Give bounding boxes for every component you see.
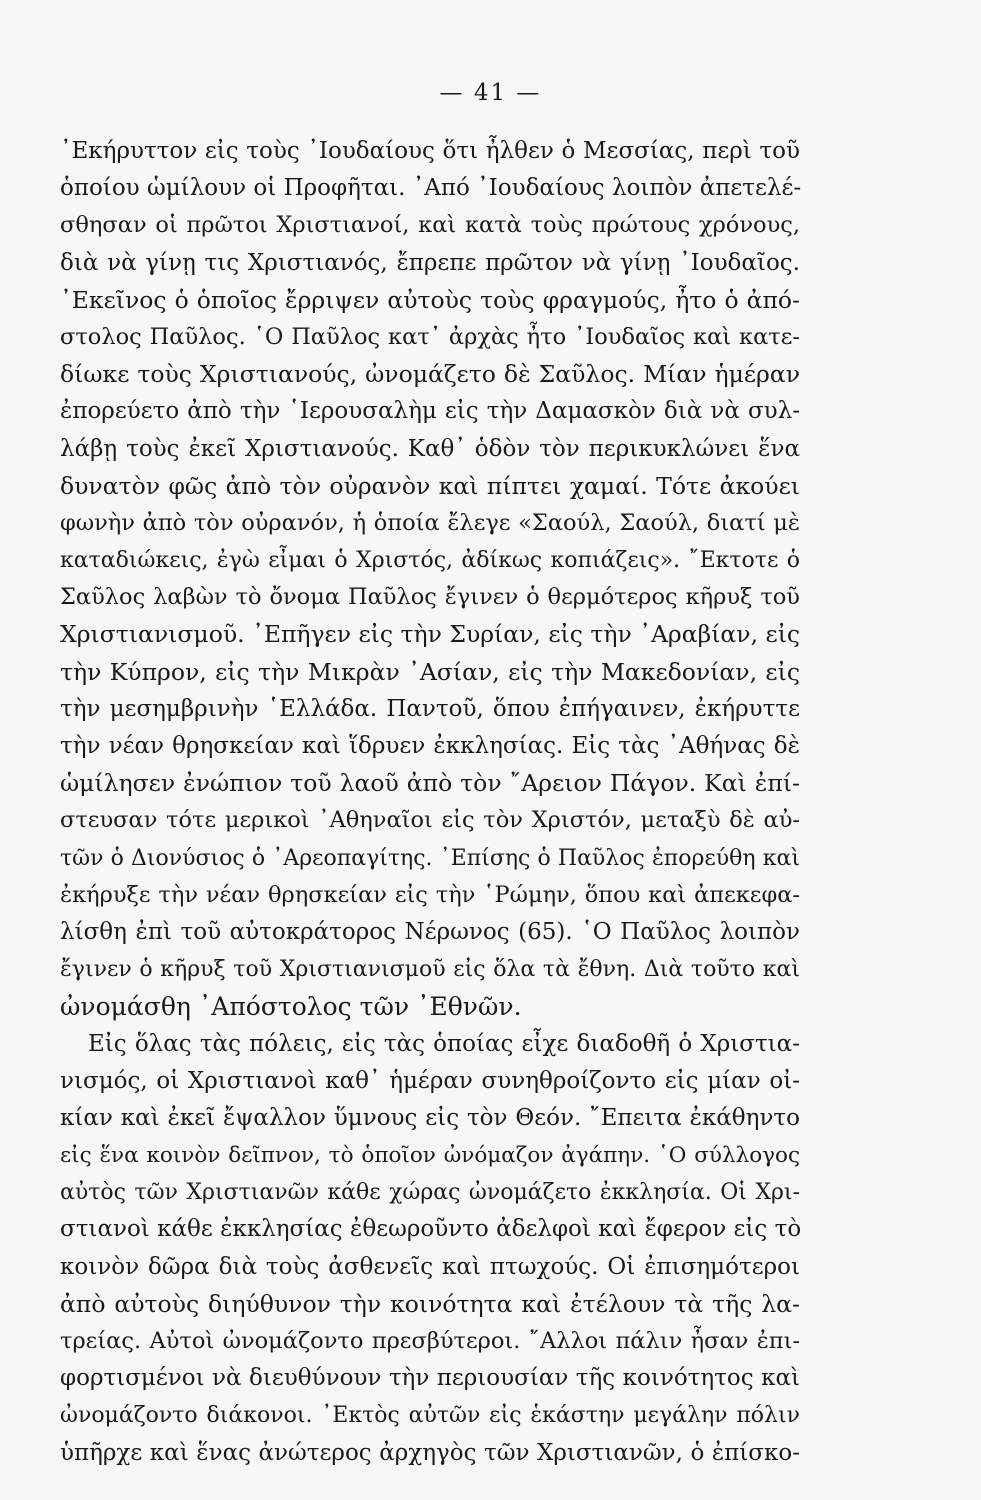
text-line: τὴν νέαν θρησκείαν καὶ ἵδρυεν ἐκκλησίας. Εἰς τὰς ᾿Αθήνας δὲ xyxy=(60,733,800,759)
text-line: ἐπορεύετο ἀπὸ τὴν ῾Ιερουσαλὴμ εἰς τὴν Δαμασκὸν διὰ νὰ συλ- xyxy=(60,398,800,425)
text-line: δυνατὸν φῶς ἀπὸ τὸν οὐρανὸν καὶ πίπτει χαμαί. Τότε ἀκούει xyxy=(60,471,800,500)
paragraph-start-line: Εἰς ὅλας τὰς πόλεις, εἰς τὰς ὁποίας εἶχε διαδοθῆ ὁ Χριστια- xyxy=(88,1030,800,1057)
text-line: ὠνομάζοντο διάκονοι. ᾿Εκτὸς αὐτῶν εἰς ἑκάστην μεγάλην πόλιν xyxy=(60,1403,800,1429)
text-line: τὴν μεσημβρινὴν ῾Ελλάδα. Παντοῦ, ὅπου ἐπήγαινεν, ἐκήρυττε xyxy=(60,695,800,722)
text-line: τῶν ὁ Διονύσιος ὁ ᾿Αρεοπαγίτης. ᾿Επίσης ὁ Παῦλος ἐπορεύθη καὶ xyxy=(60,845,800,871)
text-line: λίσθη ἐπὶ τοῦ αὐτοκράτορος Νέρωνος (65). ῾Ο Παῦλος λοιπὸν xyxy=(60,918,800,945)
body-text xyxy=(60,133,800,1472)
text-line: Χριστιανισμοῦ. ᾿Επῆγεν εἰς τὴν Συρίαν, εἰς τὴν ᾿Αραβίαν, εἰς xyxy=(60,620,801,649)
text-line: τρείας. Αὐτοὶ ὠνομάζοντο πρεσβύτεροι. ῎Αλλοι πάλιν ἦσαν ἐπι- xyxy=(60,1328,800,1354)
text-line: σθησαν οἱ πρῶτοι Χριστιανοί, καὶ κατὰ τοὺς πρώτους χρόνους, xyxy=(60,212,800,239)
text-line: νισμός, οἱ Χριστιανοὶ καθ᾿ ἡμέραν συνηθροίζοντο εἰς μίαν οἰ- xyxy=(60,1067,800,1094)
text-line: εἰς ἕνα κοινὸν δεῖπνον, τὸ ὁποῖον ὠνόμαζον ἀγάπην. ῾Ο σύλλογος xyxy=(60,1143,800,1169)
text-line: λάβῃ τοὺς ἐκεῖ Χριστιανούς. Καθ᾿ ὁδὸν τὸν περικυκλώνει ἕνα xyxy=(60,435,800,462)
text-line: ἐκήρυξε τὴν νέαν θρησκείαν εἰς τὴν ῾Ρώμην, ὅπου καὶ ἀπεκεφα- xyxy=(60,881,800,908)
text-line: αὐτὸς τῶν Χριστιανῶν κάθε χώρας ὠνομάζετο ἐκκλησία. Οἱ Χρι- xyxy=(60,1180,800,1206)
text-line: ἔγινεν ὁ κῆρυξ τοῦ Χριστιανισμοῦ εἰς ὅλα τὰ ἔθνη. Διὰ τοῦτο καὶ xyxy=(60,957,800,983)
text-line: καταδιώκεις, ἐγὼ εἶμαι ὁ Χριστός, ἀδίκως κοπιάζεις». ῎Εκτοτε ὁ xyxy=(60,548,800,574)
text-line: κοινὸν δῶρα διὰ τοὺς ἀσθενεῖς καὶ πτωχούς. Οἱ ἐπισημότεροι xyxy=(60,1253,800,1280)
text-line: ὑπῆρχε καὶ ἕνας ἀνώτερος ἀρχηγὸς τῶν Χριστιανῶν, ὁ ἐπίσκο- xyxy=(60,1439,800,1466)
text-line: κίαν καὶ ἐκεῖ ἔψαλλον ὕμνους εἰς τὸν Θεόν. ῎Επειτα ἐκάθηντο xyxy=(60,1104,800,1131)
paragraph-end-line: ὠνομάσθη ᾿Απόστολος τῶν ᾿Εθνῶν. xyxy=(60,992,522,1022)
text-line: ὁποίου ὡμίλουν οἱ Προφῆται. ᾿Από ᾿Ιουδαίους λοιπὸν ἀπετελέ- xyxy=(60,175,802,202)
text-line: φωνὴν ἀπὸ τὸν οὐρανόν, ἡ ὁποία ἔλεγε «Σαούλ, Σαούλ, διατί μὲ xyxy=(60,509,800,536)
page-number: — 41 — xyxy=(439,80,542,106)
text-line: ᾿Εκεῖνος ὁ ὁποῖος ἔρριψεν αὐτοὺς τοὺς φραγμούς, ἦτο ὁ ἀπό- xyxy=(60,285,800,314)
text-line: στιανοὶ κάθε ἐκκλησίας ἐθεωροῦντο ἀδελφοὶ καὶ ἔφερον εἰς τὸ xyxy=(60,1216,802,1243)
text-line: φορτισμένοι νὰ διευθύνουν τὴν περιουσίαν τῆς κοινότητος καὶ xyxy=(60,1365,800,1392)
text-line: στολος Παῦλος. ῾Ο Παῦλος κατ᾿ ἀρχὰς ἦτο ᾿Ιουδαῖος καὶ κατε- xyxy=(60,323,800,350)
text-line: διὰ νὰ γίνῃ τις Χριστιανός, ἔπρεπε πρῶτον νὰ γίνῃ ᾿Ιουδαῖος. xyxy=(60,249,800,276)
text-line: δίωκε τοὺς Χριστιανούς, ὠνομάζετο δὲ Σαῦλος. Μίαν ἡμέραν xyxy=(60,360,800,389)
text-line: στευσαν τότε μερικοὶ ᾿Αθηναῖοι εἰς τὸν Χριστόν, μεταξὺ δὲ αὐ- xyxy=(60,807,800,834)
text-line: ὡμίλησεν ἐνώπιον τοῦ λαοῦ ἀπὸ τὸν ῎Αρειον Πάγον. Καὶ ἐπί- xyxy=(60,769,800,798)
text-line: ᾿Εκήρυττον εἰς τοὺς ᾿Ιουδαίους ὅτι ἦλθεν ὁ Μεσσίας, περὶ τοῦ xyxy=(60,138,800,164)
text-line: Σαῦλος λαβὼν τὸ ὄνομα Παῦλος ἔγινεν ὁ θερμότερος κῆρυξ τοῦ xyxy=(60,584,800,611)
text-line: ἀπὸ αὐτοὺς διηύθυνον τὴν κοινότητα καὶ ἐτέλουν τὰ τῆς λα- xyxy=(60,1289,800,1318)
text-line: τὴν Κύπρον, εἰς τὴν Μικρὰν ᾿Ασίαν, εἰς τὴν Μακεδονίαν, εἰς xyxy=(60,657,800,686)
